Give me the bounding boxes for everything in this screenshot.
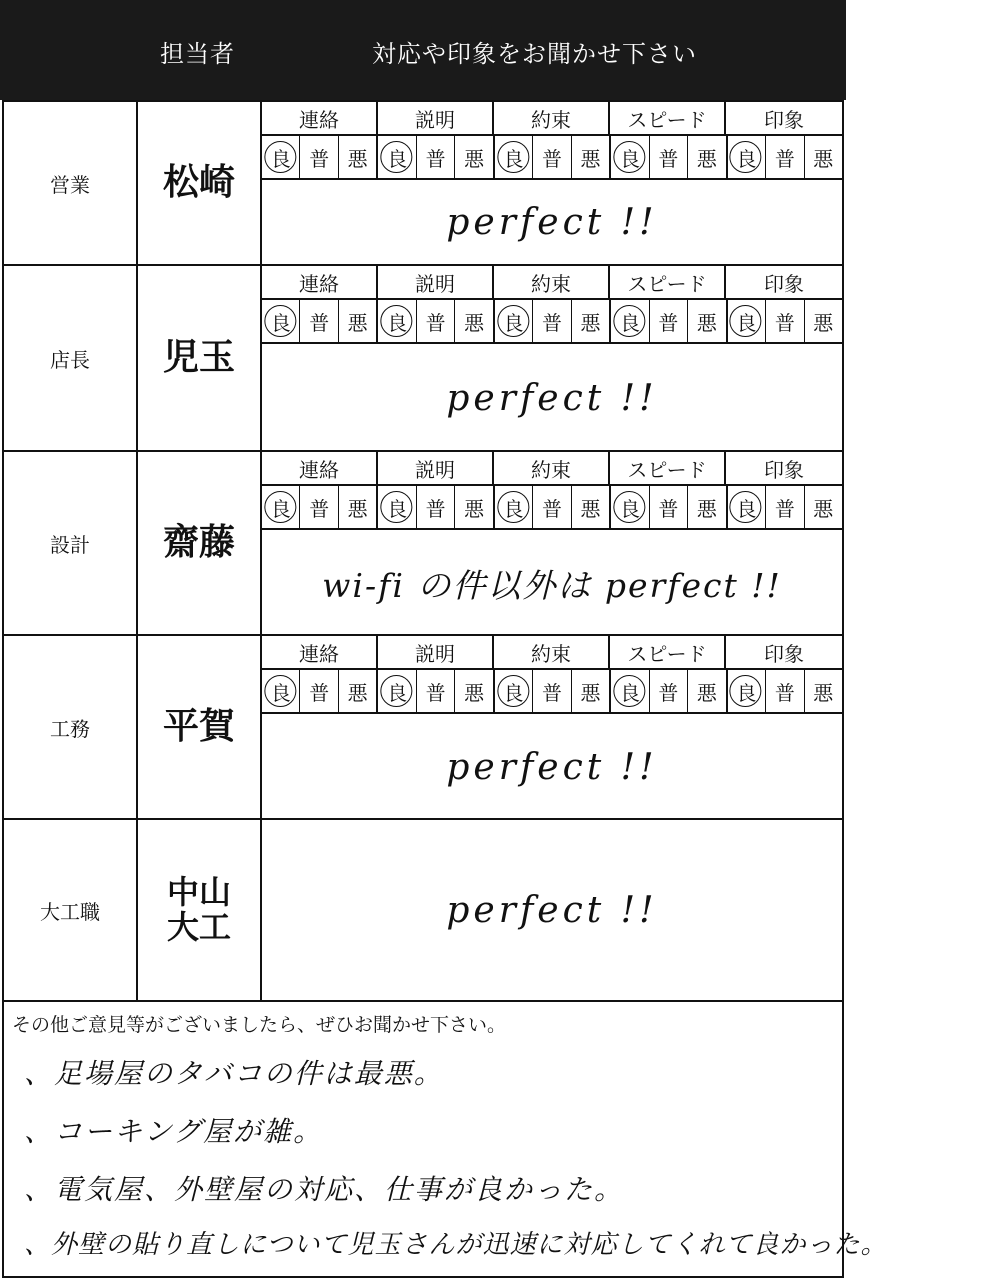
rating-grid (262, 266, 842, 344)
staff-row (4, 820, 842, 1002)
comment-line: 、外壁の貼り直しについて児玉さんが迅速に対応してくれて良かった。 (24, 1230, 888, 1260)
rating-option[interactable]: 悪 (813, 310, 834, 335)
rating-option[interactable]: 良 (495, 486, 533, 528)
staff-comment: perfect !! (446, 889, 658, 931)
rating-options (262, 670, 842, 714)
rating-option[interactable]: 悪 (688, 300, 727, 342)
rating-option[interactable]: 普 (533, 136, 571, 178)
department-label: 店長 (4, 266, 138, 450)
rating-option[interactable]: 普 (533, 486, 571, 528)
staff-name: 齋藤 (138, 452, 262, 634)
rating-option[interactable]: 良 (262, 670, 300, 712)
rating-option[interactable]: 良 (495, 300, 533, 342)
staff-name (138, 820, 262, 1000)
staff-row (4, 102, 842, 266)
comment-line: 、コーキング屋が雑。 (24, 1115, 324, 1148)
category-promise: 約束 (494, 452, 610, 484)
rating-grid (262, 102, 842, 180)
rating-option[interactable]: 普 (650, 486, 688, 528)
rating-option[interactable]: 悪 (572, 300, 611, 342)
rating-option[interactable]: 良 (378, 670, 416, 712)
form-header (0, 0, 846, 100)
rating-option[interactable]: 悪 (688, 136, 727, 178)
rating-options (262, 486, 842, 530)
category-explanation: 説明 (378, 266, 494, 298)
rating-option[interactable]: 良 (262, 300, 300, 342)
staff-row (4, 266, 842, 452)
staff-name: 平賀 (138, 636, 262, 818)
survey-prompt: 対応や印象をお聞かせ下さい (372, 40, 697, 68)
rating-option[interactable]: 良 (611, 300, 649, 342)
category-promise: 約束 (494, 636, 610, 668)
staff-comment: perfect !! (446, 377, 658, 419)
rating-option[interactable]: 悪 (572, 670, 611, 712)
rating-option[interactable]: 悪 (455, 136, 494, 178)
rating-option[interactable]: 悪 (572, 486, 611, 528)
rating-option[interactable]: 良 (495, 670, 533, 712)
rating-option[interactable]: 良 (262, 486, 300, 528)
rating-options (262, 300, 842, 344)
staff-row (4, 636, 842, 820)
rating-option[interactable]: 普 (650, 300, 688, 342)
staff-comment: perfect !! (446, 746, 658, 788)
staff-comment: wi-fi の件以外は perfect !! (322, 565, 782, 605)
rating-option[interactable]: 悪 (339, 136, 378, 178)
category-speed: スピード (610, 452, 726, 484)
rating-option[interactable]: 良 (728, 486, 766, 528)
category-contact: 連絡 (262, 452, 378, 484)
staff-name: 松崎 (138, 102, 262, 264)
department-label: 大工職 (4, 820, 138, 1000)
category-impression: 印象 (764, 457, 804, 482)
rating-option[interactable]: 良 (611, 670, 649, 712)
rating-option[interactable]: 普 (417, 670, 455, 712)
category-contact: 連絡 (262, 102, 378, 134)
rating-option[interactable]: 良 (611, 486, 649, 528)
rating-option[interactable]: 悪 (455, 670, 494, 712)
rating-option[interactable]: 悪 (813, 146, 834, 171)
staff-name: 児玉 (138, 266, 262, 450)
rating-option[interactable]: 悪 (455, 300, 494, 342)
rating-option[interactable]: 良 (495, 136, 533, 178)
rating-option[interactable]: 普 (417, 486, 455, 528)
category-speed: スピード (610, 266, 726, 298)
rating-option[interactable]: 普 (650, 670, 688, 712)
rating-grid (262, 636, 842, 714)
category-impression: 印象 (764, 271, 804, 296)
category-promise: 約束 (494, 102, 610, 134)
rating-option[interactable]: 悪 (688, 670, 727, 712)
category-explanation: 説明 (378, 452, 494, 484)
rating-option[interactable]: 良 (728, 670, 766, 712)
staff-column-label: 担当者 (160, 40, 235, 68)
rating-option[interactable]: 良 (378, 136, 416, 178)
staff-name-line: 大工 (166, 908, 231, 946)
category-explanation: 説明 (378, 636, 494, 668)
rating-option[interactable]: 良 (262, 136, 300, 178)
rating-option[interactable]: 普 (650, 136, 688, 178)
staff-name-line: 中山 (166, 872, 231, 911)
rating-option[interactable]: 悪 (455, 486, 494, 528)
survey-sheet (2, 100, 888, 1278)
rating-option[interactable]: 普 (766, 486, 804, 528)
rating-option[interactable]: 普 (766, 670, 804, 712)
category-speed: スピード (610, 636, 726, 668)
rating-option[interactable]: 良 (378, 300, 416, 342)
rating-option[interactable]: 良 (378, 486, 416, 528)
rating-option[interactable]: 悪 (688, 486, 727, 528)
rating-option[interactable]: 悪 (339, 486, 378, 528)
rating-option[interactable]: 普 (417, 136, 455, 178)
rating-option[interactable]: 悪 (339, 300, 378, 342)
rating-option[interactable]: 悪 (813, 496, 834, 521)
department-label: 工務 (4, 636, 138, 818)
category-impression: 印象 (764, 107, 804, 132)
rating-option[interactable]: 普 (300, 486, 338, 528)
category-contact: 連絡 (262, 266, 378, 298)
rating-option[interactable]: 普 (300, 670, 338, 712)
category-impression: 印象 (764, 641, 804, 666)
department-label: 設計 (4, 452, 138, 634)
comment-line: 、足場屋のタバコの件は最悪。 (24, 1057, 444, 1090)
staff-row (4, 452, 842, 636)
other-comments-title: その他ご意見等がございましたら、ぜひお聞かせ下さい。 (12, 1014, 507, 1036)
category-speed: スピード (610, 102, 726, 134)
rating-option[interactable]: 良 (728, 136, 766, 178)
rating-option[interactable]: 悪 (572, 136, 611, 178)
rating-option[interactable]: 普 (417, 300, 455, 342)
staff-comment: perfect !! (446, 201, 658, 243)
rating-grid (262, 452, 842, 530)
rating-option[interactable]: 普 (533, 670, 571, 712)
rating-option[interactable]: 普 (766, 300, 804, 342)
category-explanation: 説明 (378, 102, 494, 134)
category-promise: 約束 (494, 266, 610, 298)
rating-option[interactable]: 普 (533, 300, 571, 342)
rating-option[interactable]: 良 (728, 300, 766, 342)
rating-option[interactable]: 普 (300, 300, 338, 342)
other-comments (4, 1002, 888, 1276)
rating-option[interactable]: 普 (300, 136, 338, 178)
rating-option[interactable]: 悪 (339, 670, 378, 712)
department-label: 営業 (4, 102, 138, 264)
rating-options (262, 136, 842, 180)
rating-option[interactable]: 良 (611, 136, 649, 178)
rating-option[interactable]: 悪 (813, 680, 834, 705)
comment-line: 、電気屋、外壁屋の対応、仕事が良かった。 (24, 1173, 625, 1206)
rating-option[interactable]: 普 (766, 136, 804, 178)
category-contact: 連絡 (262, 636, 378, 668)
